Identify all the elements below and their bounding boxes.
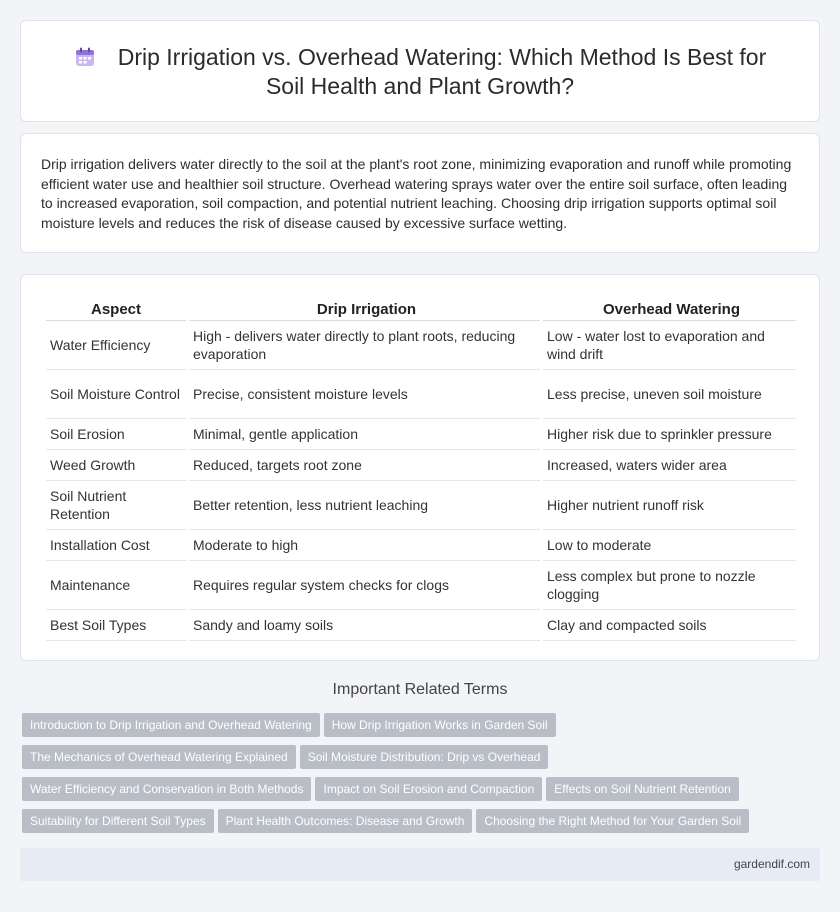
table-cell: Higher risk due to sprinkler pressure	[543, 419, 796, 450]
table-row	[46, 370, 796, 419]
table-cell: Soil Erosion	[46, 419, 186, 450]
table-row	[46, 419, 796, 450]
related-term-link[interactable]: Plant Health Outcomes: Disease and Growth	[218, 809, 473, 833]
table-cell: Best Soil Types	[46, 610, 186, 641]
table-cell: Minimal, gentle application	[189, 419, 540, 450]
table-cell: Less precise, uneven soil moisture	[543, 370, 796, 419]
table-cell: Weed Growth	[46, 450, 186, 481]
tag-row	[22, 809, 822, 841]
footer	[20, 848, 820, 881]
header-overhead: Overhead Watering	[543, 295, 796, 321]
table-cell: Clay and compacted soils	[543, 610, 796, 641]
table-cell: Less complex but prone to nozzle clogging	[543, 561, 796, 610]
related-term-link[interactable]: Soil Moisture Distribution: Drip vs Overhead	[300, 745, 549, 769]
title-card	[20, 20, 820, 122]
table-cell: Sandy and loamy soils	[189, 610, 540, 641]
table-cell: Requires regular system checks for clogs	[189, 561, 540, 610]
tag-row	[22, 713, 822, 745]
table-row	[46, 321, 796, 370]
tag-row	[22, 745, 822, 777]
title-line-1: Drip Irrigation vs. Overhead Watering: Which Method Is Best for	[117, 44, 767, 70]
table-row	[46, 561, 796, 610]
related-term-link[interactable]: Water Efficiency and Conservation in Both Methods	[22, 777, 311, 801]
table-cell: Higher nutrient runoff risk	[543, 481, 796, 530]
table-row	[46, 530, 796, 561]
table-row	[46, 610, 796, 641]
table-cell: Soil Moisture Control	[46, 370, 186, 419]
table-row	[46, 481, 796, 530]
table-cell: Precise, consistent moisture levels	[189, 370, 540, 419]
table-cell: Moderate to high	[189, 530, 540, 561]
table-cell: Maintenance	[46, 561, 186, 610]
calendar-icon	[74, 46, 96, 68]
related-term-link[interactable]: The Mechanics of Overhead Watering Explained	[22, 745, 296, 769]
table-cell: Low to moderate	[543, 530, 796, 561]
table-cell: High - delivers water directly to plant roots, reducing evaporation	[189, 321, 540, 370]
table-cell: Better retention, less nutrient leaching	[189, 481, 540, 530]
table-row	[46, 450, 796, 481]
table-header-row	[46, 295, 796, 321]
table-cell: Soil Nutrient Retention	[46, 481, 186, 530]
related-terms-list	[22, 713, 822, 841]
table-cell: Water Efficiency	[46, 321, 186, 370]
related-term-link[interactable]: Introduction to Drip Irrigation and Overhead Watering	[22, 713, 320, 737]
title-line-2: Soil Health and Plant Growth?	[265, 73, 575, 99]
site-link[interactable]: gardendif.com	[733, 857, 810, 871]
related-term-link[interactable]: Impact on Soil Erosion and Compaction	[315, 777, 542, 801]
comparison-table	[43, 295, 799, 641]
table-cell: Increased, waters wider area	[543, 450, 796, 481]
related-terms-heading: Important Related Terms	[332, 681, 508, 698]
page-title	[21, 43, 819, 101]
comparison-card	[20, 274, 820, 661]
tag-row	[22, 777, 822, 809]
summary-card	[20, 133, 820, 253]
table-cell: Low - water lost to evaporation and wind drift	[543, 321, 796, 370]
table-cell: Reduced, targets root zone	[189, 450, 540, 481]
related-term-link[interactable]: How Drip Irrigation Works in Garden Soil	[324, 713, 556, 737]
related-term-link[interactable]: Suitability for Different Soil Types	[22, 809, 214, 833]
related-term-link[interactable]: Choosing the Right Method for Your Garden Soil	[476, 809, 749, 833]
header-drip: Drip Irrigation	[189, 295, 540, 321]
table-cell: Installation Cost	[46, 530, 186, 561]
summary-text: Drip irrigation delivers water directly to the soil at the plant's root zone, minimizing evaporation and runoff while promoting efficient water use and healthier soil structure. Overhead watering sprays water over the entire soil surface, often leading to increased evaporation, soil compaction, and potential nutrient leaching. Choosing drip irrigation supports optimal soil moisture levels and reduces the risk of disease caused by excessive surface wetting.	[41, 156, 792, 231]
related-term-link[interactable]: Effects on Soil Nutrient Retention	[546, 777, 739, 801]
header-aspect: Aspect	[46, 295, 186, 321]
